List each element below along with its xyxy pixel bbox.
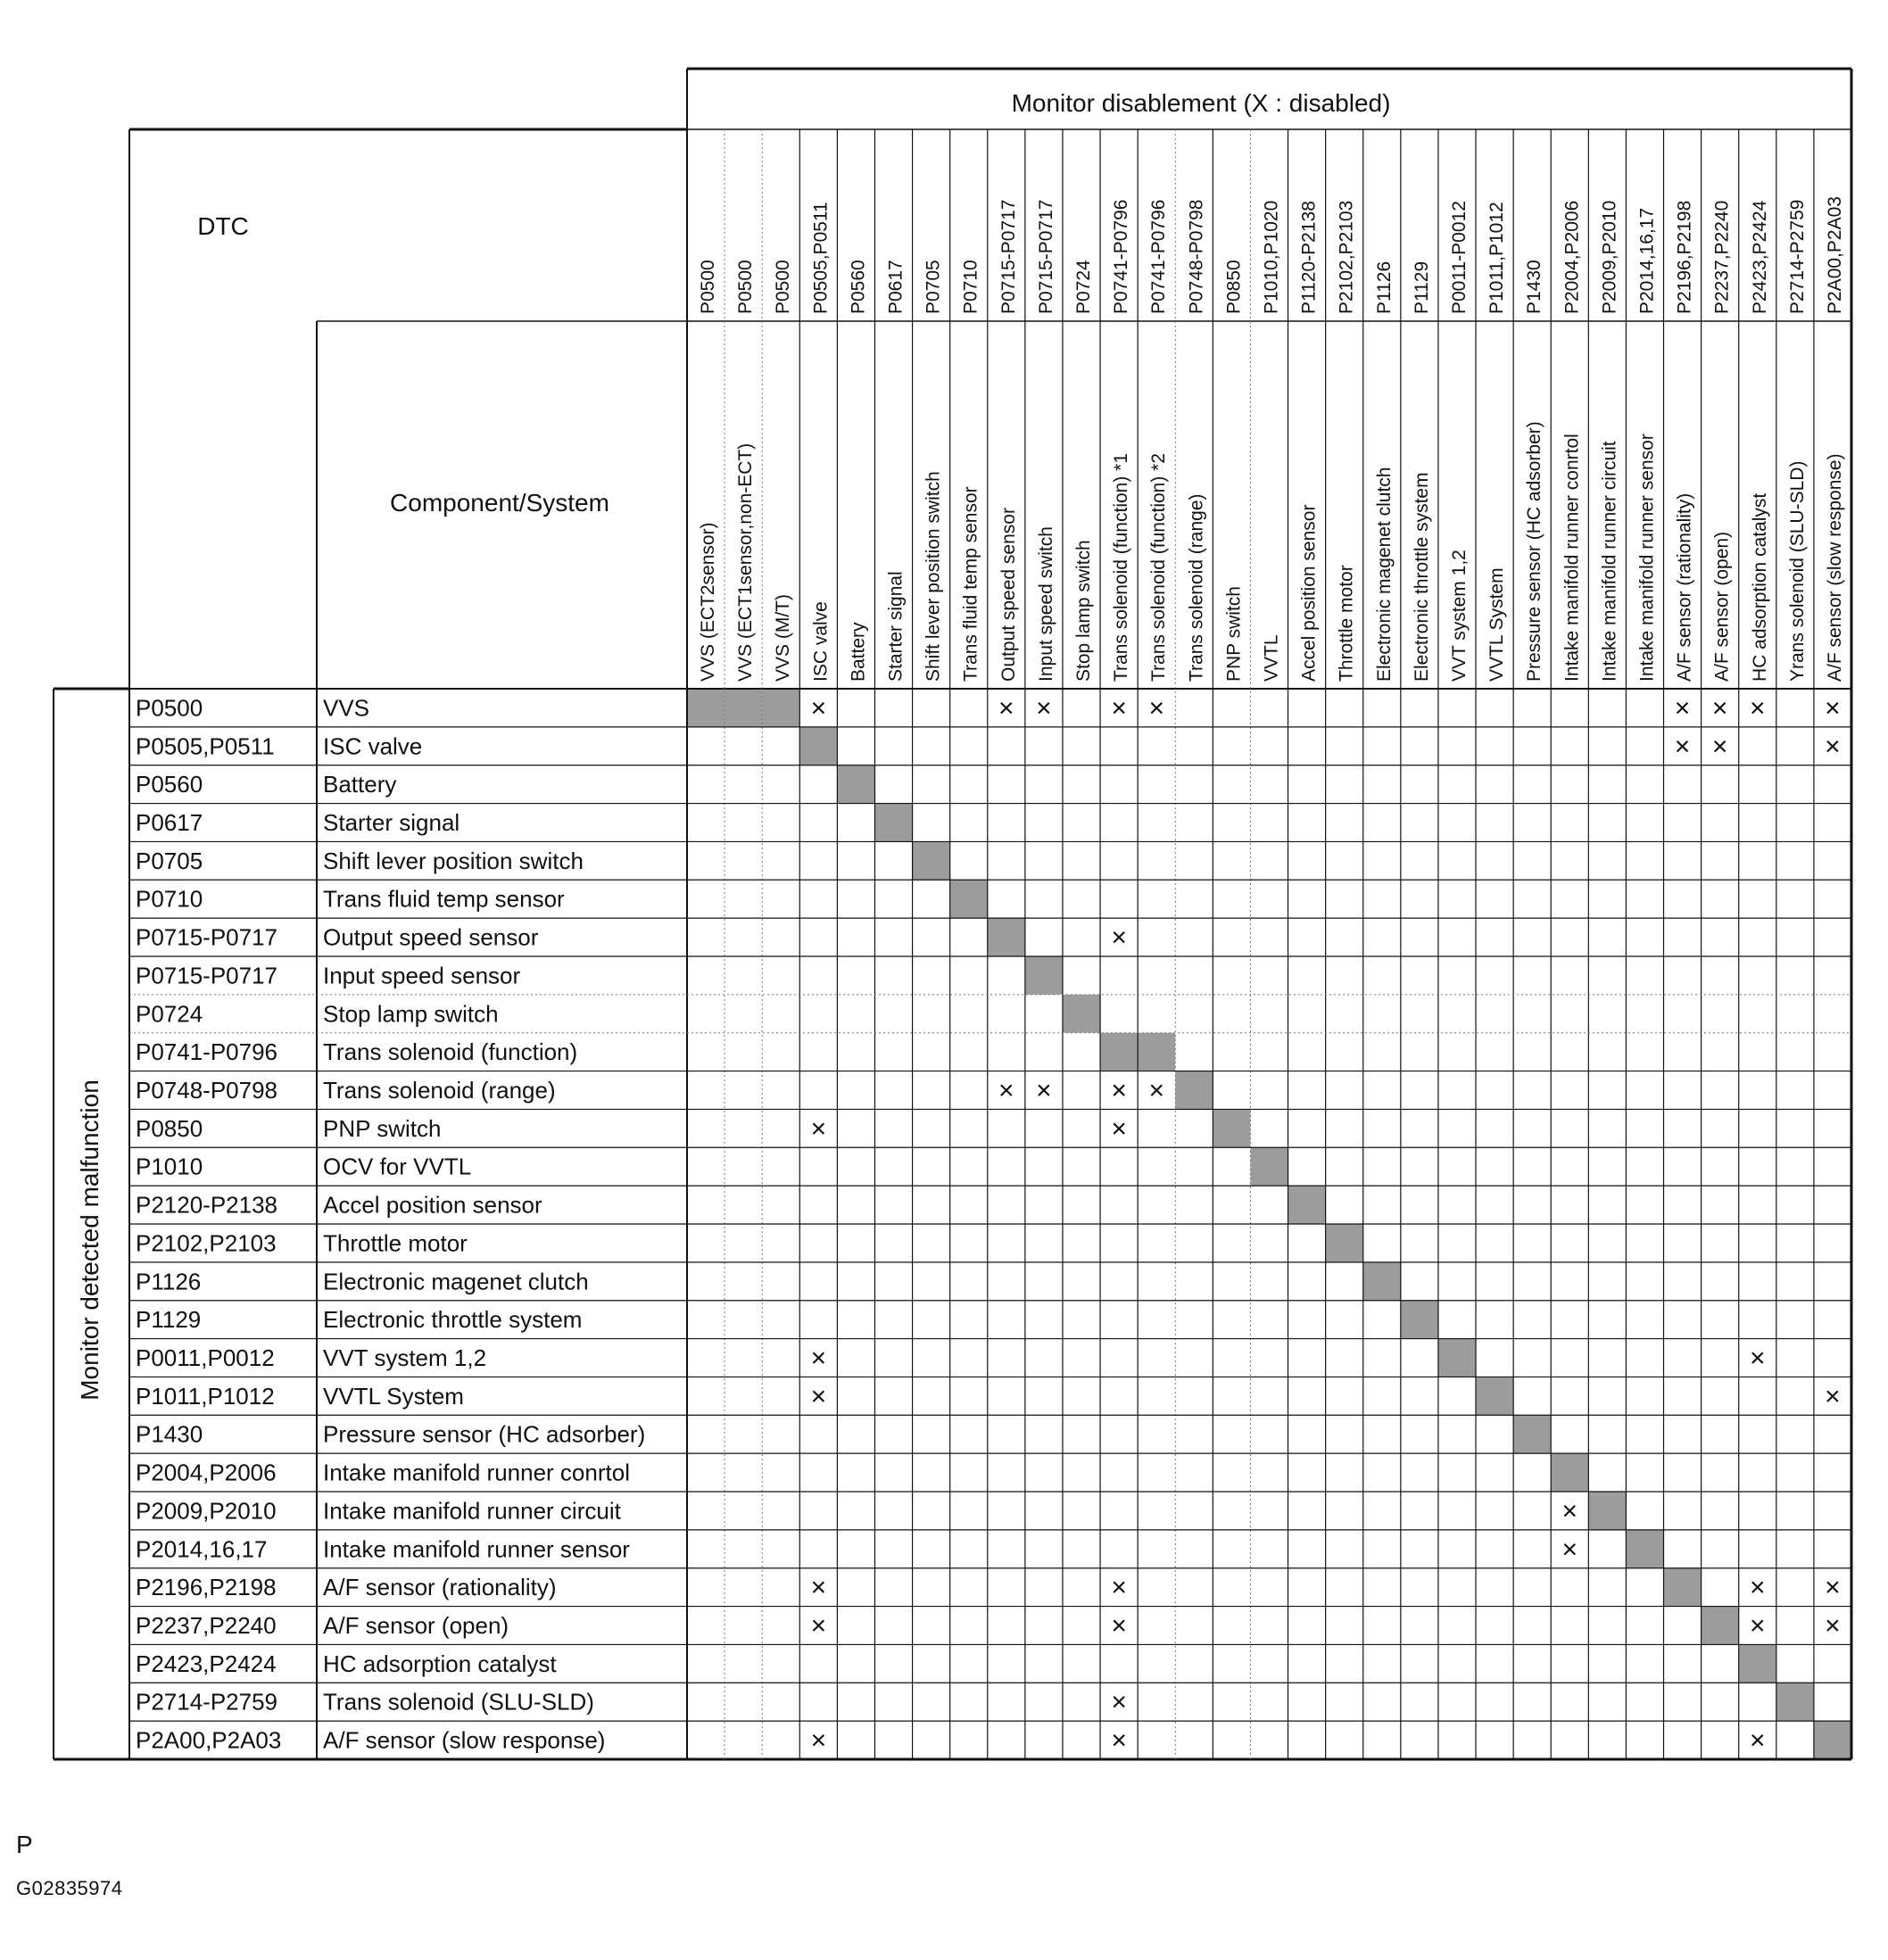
dtc-header-label: DTC	[197, 212, 249, 240]
shaded-cell	[725, 689, 762, 727]
shaded-cell	[1588, 1492, 1626, 1530]
shaded-cell	[799, 727, 837, 765]
disabled-mark: ×	[1111, 1113, 1127, 1144]
column-component-name: Pressure sensor (HC adsorber)	[1524, 421, 1545, 682]
row-dtc-code: P1126	[136, 1268, 202, 1295]
disabled-mark: ×	[1561, 1496, 1578, 1526]
column-component-name: Throttle motor	[1336, 565, 1357, 682]
shaded-cell	[1739, 1644, 1776, 1683]
column-dtc-code: P1011,P1012	[1486, 202, 1508, 314]
column-dtc-code: P2196,P2198	[1674, 200, 1695, 314]
disabled-mark: ×	[998, 693, 1014, 724]
column-dtc-code: P0715-P0717	[1035, 199, 1056, 314]
column-dtc-code: P2004,P2006	[1561, 200, 1583, 314]
column-component-name: Starter signal	[885, 571, 907, 682]
shaded-cell	[1025, 956, 1063, 995]
row-dtc-code: P1011,P1012	[136, 1382, 275, 1410]
disabled-mark: ×	[810, 1725, 827, 1756]
column-dtc-code: P2237,P2240	[1711, 200, 1733, 314]
column-dtc-code: P0724	[1073, 260, 1095, 314]
shaded-cell	[1476, 1377, 1513, 1415]
row-dtc-code: P1010	[136, 1153, 203, 1180]
column-component-name: Output speed sensor	[998, 508, 1019, 682]
column-component-name: PNP switch	[1223, 586, 1245, 682]
column-component-name: Trans solenoid (function) *1	[1111, 452, 1132, 682]
row-dtc-code: P1129	[136, 1306, 202, 1334]
shaded-cell	[1626, 1530, 1663, 1568]
row-component-name: Stop lamp switch	[323, 1000, 499, 1028]
row-component-name: Trans solenoid (function)	[323, 1038, 578, 1066]
column-component-name: A/F sensor (slow response)	[1824, 453, 1845, 682]
disabled-mark: ×	[1148, 1076, 1164, 1105]
shaded-cell	[913, 841, 950, 880]
shaded-cell	[837, 765, 874, 804]
row-dtc-code: P2120-P2138	[136, 1191, 278, 1219]
row-dtc-code: P0850	[136, 1114, 203, 1142]
disabled-mark: ×	[810, 1381, 827, 1411]
row-component-name: OCV for VVTL	[323, 1153, 472, 1180]
column-dtc-code: P2102,P2103	[1336, 200, 1357, 314]
row-component-name: A/F sensor (slow response)	[323, 1726, 606, 1754]
row-component-name: PNP switch	[323, 1114, 442, 1142]
column-component-name: Shift lever position switch	[923, 471, 944, 682]
disabled-mark: ×	[1825, 1611, 1841, 1641]
row-dtc-code: P0560	[136, 771, 203, 798]
disabled-mark: ×	[810, 1344, 827, 1373]
row-component-name: Trans solenoid (SLU-SLD)	[323, 1688, 594, 1716]
disabled-mark: ×	[1111, 922, 1127, 953]
disabled-mark: ×	[810, 1611, 827, 1641]
row-dtc-code: P2714-P2759	[136, 1688, 278, 1716]
shaded-cell	[1250, 1147, 1288, 1186]
column-dtc-code: P0500	[735, 260, 757, 314]
disabled-mark: ×	[810, 1573, 827, 1603]
row-dtc-code: P0724	[136, 1000, 203, 1028]
row-dtc-code: P2237,P2240	[136, 1612, 277, 1639]
column-dtc-code: P2014,16,17	[1636, 207, 1658, 314]
column-dtc-code: P1010,P1020	[1261, 200, 1282, 314]
disabled-mark: ×	[1749, 1344, 1766, 1373]
row-component-name: Input speed sensor	[323, 962, 521, 989]
row-dtc-code: P0705	[136, 847, 203, 874]
disabled-mark: ×	[1036, 1076, 1052, 1105]
column-dtc-code: P2714-P2759	[1786, 199, 1808, 314]
disabled-mark: ×	[810, 693, 827, 724]
row-dtc-code: P0011,P0012	[136, 1344, 275, 1371]
row-component-name: HC adsorption catalyst	[323, 1650, 557, 1677]
row-dtc-code: P2196,P2198	[136, 1574, 277, 1601]
row-component-name: Intake manifold runner conrtol	[323, 1459, 630, 1486]
shaded-cell	[1513, 1415, 1551, 1453]
shaded-cell	[1138, 1033, 1175, 1071]
column-dtc-code: P0505,P0511	[810, 202, 832, 314]
disabled-mark: ×	[1036, 693, 1052, 724]
row-component-name: A/F sensor (rationality)	[323, 1574, 557, 1601]
column-dtc-code: P0715-P0717	[998, 199, 1019, 314]
column-component-name: VVTL System	[1486, 567, 1508, 682]
column-dtc-code: P1430	[1524, 260, 1545, 314]
column-component-name: ISC valve	[810, 601, 832, 682]
figure-id: G02835974	[16, 1877, 123, 1899]
column-dtc-code: P0011-P0012	[1448, 201, 1470, 314]
disabled-mark: ×	[1749, 693, 1766, 724]
disabled-mark: ×	[1825, 693, 1841, 724]
row-dtc-code: P2004,P2006	[136, 1459, 277, 1486]
row-component-name: Throttle motor	[323, 1229, 468, 1257]
column-component-name: Trans solenoid (function) *2	[1148, 452, 1170, 682]
shaded-cell	[1063, 995, 1100, 1033]
column-dtc-code: P0710	[960, 260, 981, 314]
shaded-cell	[1175, 1071, 1213, 1110]
shaded-cell	[1551, 1453, 1588, 1492]
shaded-cell	[1702, 1607, 1739, 1645]
row-dtc-code: P2009,P2010	[136, 1497, 277, 1525]
row-dtc-code: P2A00,P2A03	[136, 1726, 282, 1754]
shaded-cell	[1326, 1224, 1363, 1262]
column-component-name: Accel position sensor	[1298, 504, 1320, 682]
column-dtc-code: P0741-P0796	[1111, 199, 1132, 314]
column-component-name: Trans solenoid (range)	[1186, 493, 1207, 682]
row-dtc-code: P1430	[136, 1420, 203, 1448]
row-component-name: ISC valve	[323, 732, 423, 760]
row-dtc-code: P0710	[136, 885, 203, 913]
column-component-name: A/F sensor (rationality)	[1674, 492, 1695, 682]
row-component-name: Starter signal	[323, 809, 460, 836]
column-component-name: Yrans solenoid (SLU-SLD)	[1786, 460, 1808, 682]
row-component-name: VVS	[323, 694, 370, 722]
disabled-mark: ×	[1148, 693, 1164, 724]
row-dtc-code: P0748-P0798	[136, 1077, 278, 1104]
page-label: P	[16, 1831, 33, 1858]
row-dtc-code: P2014,16,17	[136, 1535, 268, 1563]
disabled-mark: ×	[1674, 693, 1691, 724]
disabled-mark: ×	[1711, 732, 1728, 762]
column-component-name: Stop lamp switch	[1073, 540, 1095, 682]
shaded-cell	[1814, 1721, 1851, 1759]
row-dtc-code: P2102,P2103	[136, 1229, 277, 1257]
row-dtc-code: P0715-P0717	[136, 923, 278, 951]
column-dtc-code: P2009,P2010	[1599, 200, 1620, 314]
column-component-name: Electronic throttle system	[1411, 472, 1432, 682]
disabled-mark: ×	[1825, 732, 1841, 762]
column-component-name: Electronic magenet clutch	[1373, 467, 1395, 682]
disabled-mark: ×	[1561, 1534, 1578, 1565]
column-component-name: A/F sensor (open)	[1711, 531, 1733, 682]
column-dtc-code: P1126	[1373, 261, 1395, 314]
column-component-name: VVS (M/T)	[773, 594, 794, 682]
column-component-name: VVS (ECT1sensor,non-ECT)	[735, 442, 757, 682]
column-dtc-code: P0500	[698, 260, 719, 314]
disabled-mark: ×	[998, 1076, 1014, 1105]
column-dtc-code: P0560	[848, 260, 869, 314]
disabled-mark: ×	[1111, 693, 1127, 724]
column-dtc-code: P1129	[1411, 261, 1432, 314]
row-component-name: Trans fluid temp sensor	[323, 885, 565, 913]
disabled-mark: ×	[1111, 1573, 1127, 1603]
row-dtc-code: P0617	[136, 809, 203, 836]
matrix-title: Monitor disablement (X : disabled)	[1011, 89, 1391, 117]
row-component-name: Pressure sensor (HC adsorber)	[323, 1420, 646, 1448]
column-dtc-code: P0748-P0798	[1186, 199, 1207, 314]
column-dtc-code: P2423,P2424	[1749, 200, 1770, 314]
column-component-name: Trans fluid temp sensor	[960, 486, 981, 682]
row-component-name: Output speed sensor	[323, 923, 539, 951]
shaded-cell	[1401, 1301, 1438, 1339]
shaded-cell	[988, 918, 1025, 956]
row-component-name: Intake manifold runner circuit	[323, 1497, 621, 1525]
shaded-cell	[950, 880, 988, 918]
shaded-cell	[874, 804, 912, 842]
column-component-name: Intake manifold runner circuit	[1599, 441, 1620, 682]
column-dtc-code: P0500	[773, 260, 794, 314]
column-dtc-code: P1120-P2138	[1298, 201, 1320, 314]
column-dtc-code: P2A00,P2A03	[1824, 196, 1845, 314]
column-dtc-code: P0705	[923, 260, 944, 314]
column-dtc-code: P0617	[885, 260, 907, 314]
row-component-name: VVTL System	[323, 1382, 464, 1410]
disabled-mark: ×	[1749, 1725, 1766, 1756]
shaded-cell	[687, 689, 725, 727]
disabled-mark: ×	[1749, 1611, 1766, 1641]
row-group-label: Monitor detected malfunction	[76, 1079, 104, 1401]
column-component-name: Intake manifold runner sensor	[1636, 434, 1658, 682]
column-component-name: Battery	[848, 622, 869, 682]
disabled-mark: ×	[1749, 1573, 1766, 1603]
row-dtc-code: P0741-P0796	[136, 1038, 278, 1066]
row-component-name: Intake manifold runner sensor	[323, 1535, 630, 1563]
row-component-name: Electronic throttle system	[323, 1306, 583, 1334]
row-component-name: Accel position sensor	[323, 1191, 542, 1219]
column-dtc-code: P0741-P0796	[1148, 199, 1170, 314]
row-dtc-code: P0505,P0511	[136, 732, 275, 760]
disabled-mark: ×	[1825, 1573, 1841, 1603]
disabled-mark: ×	[1711, 693, 1728, 724]
row-dtc-code: P2423,P2424	[136, 1650, 277, 1677]
disabled-mark: ×	[810, 1113, 827, 1144]
component-header-label: Component/System	[390, 489, 609, 517]
column-component-name: VVT system 1,2	[1448, 550, 1470, 682]
disabled-mark: ×	[1674, 732, 1691, 762]
disabled-mark: ×	[1111, 1687, 1127, 1717]
row-component-name: A/F sensor (open)	[323, 1612, 509, 1639]
shaded-cell	[1776, 1683, 1814, 1721]
row-component-name: VVT system 1,2	[323, 1344, 487, 1371]
shaded-cell	[1288, 1186, 1326, 1224]
row-dtc-code: P0715-P0717	[136, 962, 278, 989]
row-dtc-code: P0500	[136, 694, 203, 722]
column-component-name: VVTL	[1261, 634, 1282, 682]
shaded-cell	[1213, 1109, 1250, 1147]
disabled-mark: ×	[1111, 1725, 1127, 1756]
shaded-cell	[762, 689, 799, 727]
shaded-cell	[1363, 1262, 1401, 1301]
shaded-cell	[1100, 1033, 1138, 1071]
column-component-name: Input speed switch	[1035, 526, 1056, 682]
disabled-mark: ×	[1111, 1076, 1127, 1105]
row-component-name: Trans solenoid (range)	[323, 1077, 556, 1104]
column-component-name: Intake manifold runner conrtol	[1561, 434, 1583, 682]
column-component-name: VVS (ECT2sensor)	[698, 522, 719, 682]
column-dtc-code: P0850	[1223, 260, 1245, 314]
row-component-name: Electronic magenet clutch	[323, 1268, 589, 1295]
disabled-mark: ×	[1111, 1611, 1127, 1641]
column-component-name: HC adsorption catalyst	[1749, 492, 1770, 682]
row-component-name: Battery	[323, 771, 397, 798]
shaded-cell	[1664, 1568, 1702, 1607]
disabled-mark: ×	[1825, 1381, 1841, 1411]
shaded-cell	[1438, 1339, 1476, 1377]
row-component-name: Shift lever position switch	[323, 847, 584, 874]
